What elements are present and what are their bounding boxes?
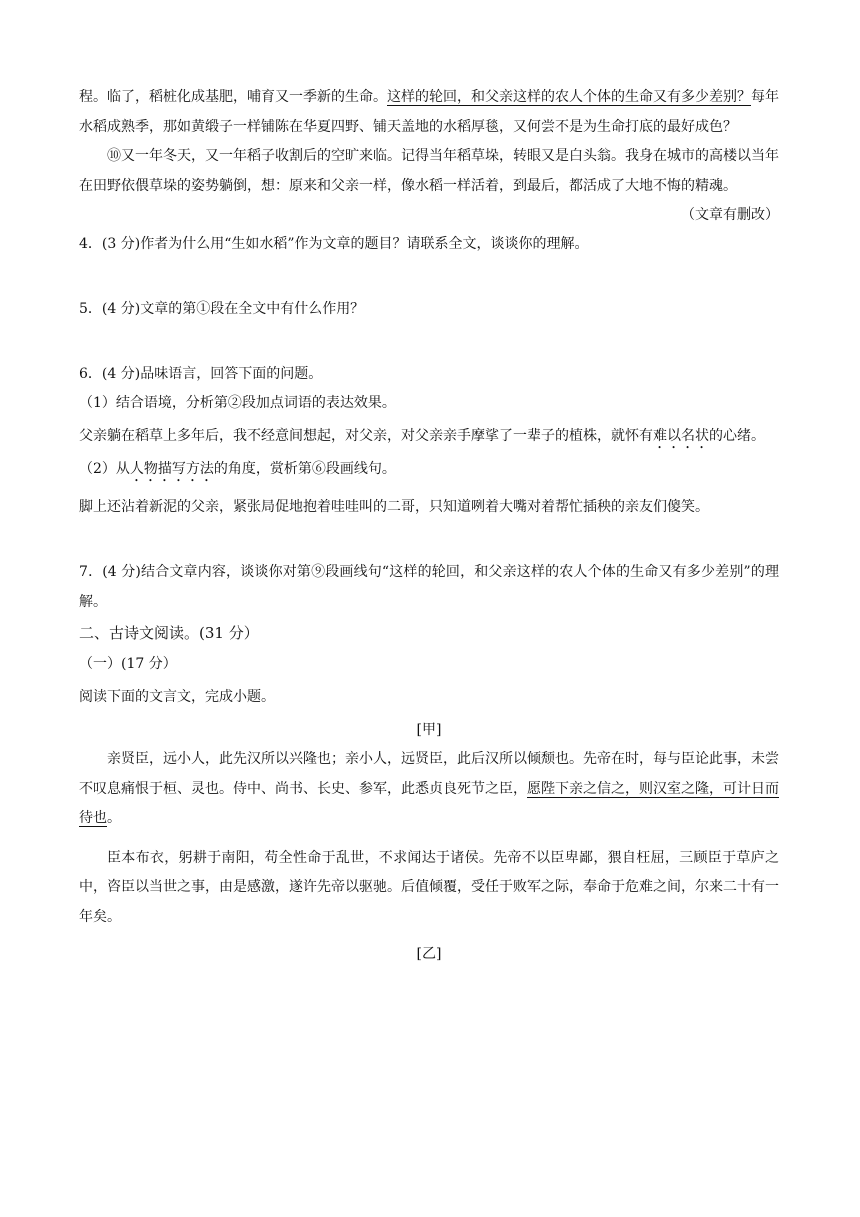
question-4: 4．(3 分)作者为什么用“生如水稻”作为文章的题目？请联系全文，谈谈你的理解。 <box>79 236 589 252</box>
jia-underlined-sentence: 愿陛下亲之信之，则汉室之隆，可计日而待也 <box>79 780 779 826</box>
section-2-title: 二、古诗文阅读。(31 分） <box>79 624 259 642</box>
jia-paragraph-1: 亲贤臣，远小人，此先汉所以兴隆也；亲小人，远贤臣，此后汉所以倾颓也。先帝在时，每与臣论此事，未尝不叹息痛恨于桓、灵也。侍中、尚书、长史、参军，此悉贞良死节之臣，愿陛下亲之信之，则汉室之隆，可计日而待也。 <box>79 751 779 826</box>
subsection-1-title: （一）(17 分） <box>79 656 177 672</box>
answer-space <box>79 324 779 360</box>
passage-yi-label: [乙] <box>416 946 442 962</box>
dotted-words: 难以名状 <box>653 428 709 444</box>
dotted-words: 人物描写方法 <box>129 461 214 477</box>
question-6-1: （1）结合语境，分析第②段加点词语的表达效果。 <box>79 395 396 411</box>
passage-jia-label: [甲] <box>416 722 442 738</box>
answer-space <box>79 522 779 558</box>
document-page <box>79 83 779 969</box>
p9-text: 程。临了，稻桩化成基肥，哺育又一季新的生命。 <box>79 89 387 105</box>
paragraph-9 <box>79 83 779 142</box>
paragraph-10: ⑩又一年冬天，又一年稻子收割后的空旷来临。记得当年稻草垛，转眼又是白头翁。我身在城市的高楼以当年在田野依偎草垛的姿势躺倒，想：原来和父亲一样，像水稻一样活着，到最后，都活成了大地不悔的精魂。 <box>79 148 779 194</box>
p9-text-end: 每年水稻成熟季，那如黄缎子一样铺陈在华夏四野、铺天盖地的水稻厚毯，又何尝不是为生命打底的最好成色？ <box>79 89 779 135</box>
instruction: 阅读下面的文言文，完成小题。 <box>79 689 275 705</box>
p9-underlined-sentence: 这样的轮回，和父亲这样的农人个体的生命又有多少差别？ <box>387 89 751 105</box>
question-6-2: （2）从人物描写方法的角度，赏析第⑥段画线句。 <box>79 461 396 477</box>
question-7: 7．(4 分)结合文章内容，谈谈你对第⑨段画线句“这样的轮回，和父亲这样的农人个体的生命又有多少差别”的理解。 <box>79 564 779 610</box>
revision-note: （文章有删改） <box>681 207 779 223</box>
question-6-1-text: 父亲躺在稻草上多年后，我不经意间想起，对父亲，对父亲亲手摩挲了一辈子的植株，就怀有难以名状的心绪。 <box>79 428 765 444</box>
question-6: 6．(4 分)品味语言，回答下面的问题。 <box>79 366 323 382</box>
question-6-2-text: 脚上还沾着新泥的父亲，紧张局促地抱着哇哇叫的二哥，只知道咧着大嘴对着帮忙插秧的亲友们傻笑。 <box>79 499 709 515</box>
jia-paragraph-2: 臣本布衣，躬耕于南阳，苟全性命于乱世，不求闻达于诸侯。先帝不以臣卑鄙，猥自枉屈，三顾臣于草庐之中，咨臣以当世之事，由是感激，遂许先帝以驱驰。后值倾覆，受任于败军之际，奉命于危难之间，尔来二十有一年矣。 <box>79 849 779 925</box>
question-5: 5．(4 分)文章的第①段在全文中有什么作用？ <box>79 301 365 317</box>
answer-space <box>79 259 779 295</box>
